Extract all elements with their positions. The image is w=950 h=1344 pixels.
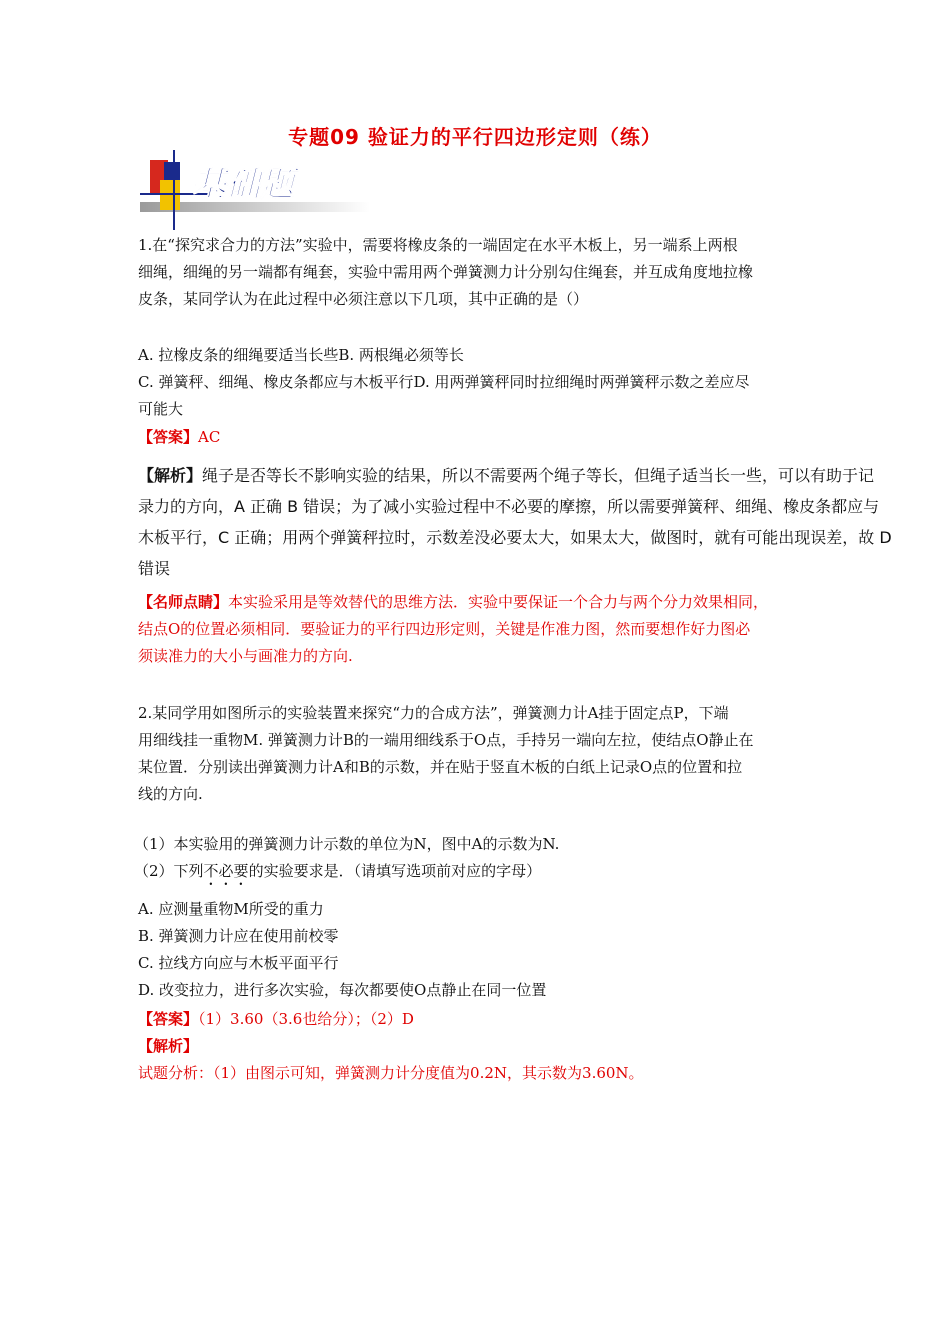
q1-answer bbox=[138, 424, 938, 451]
q2-option: B. 弹簧测力计应在使用前校零 bbox=[138, 927, 339, 945]
analysis-label: 【解析】 bbox=[138, 1037, 199, 1055]
q2-line: 用细线挂一重物M. 弹簧测力计B的一端用细线系于O点，手持另一端向左拉，使结点O静止在 bbox=[138, 731, 754, 749]
answer-value: （1）3.60（3.6也给分）；（2）D bbox=[198, 1010, 414, 1028]
q2-answer bbox=[138, 1006, 938, 1087]
tip-label: 【名师点睛】 bbox=[138, 593, 229, 611]
analysis-text: 木板平行，C 正确；用两个弹簧秤拉时，示数差没必要太大，如果太大，做图时，就有可能出现误差，故 D bbox=[138, 528, 892, 547]
q1-line: 皮条，某同学认为在此过程中必须注意以下几项，其中正确的是（） bbox=[138, 290, 589, 308]
q2-stem bbox=[138, 700, 938, 808]
page-title: 专题09 验证力的平行四边形定则（练） bbox=[288, 125, 662, 149]
tip-text: 须读准力的大小与画准力的方向. bbox=[138, 647, 353, 665]
q2-line: 线的方向. bbox=[138, 785, 203, 803]
q1-option: A. 拉橡皮条的细绳要适当长些B. 两根绳必须等长 bbox=[138, 346, 464, 364]
q2-options bbox=[138, 896, 938, 1004]
tip-text: 本实验采用是等效替代的思维方法．实验中要保证一个合力与两个分力效果相同， bbox=[228, 593, 769, 611]
section-banner bbox=[140, 150, 400, 230]
q1-tip bbox=[138, 589, 938, 670]
q1-analysis bbox=[138, 460, 898, 584]
q2-option: A. 应测量重物M所受的重力 bbox=[138, 900, 324, 918]
tip-text: 结点O的位置必须相同．要验证力的平行四边形定则，关键是作准力图，然而要想作好力图必 bbox=[138, 620, 751, 638]
banner-title: 基础题 bbox=[192, 165, 294, 205]
q2-sub2-post: 的实验要求是．（请填写选项前对应的字母） bbox=[248, 862, 542, 880]
q2-option: D. 改变拉力，进行多次实验，每次都要使O点静止在同一位置 bbox=[138, 981, 547, 999]
q1-option: C. 弹簧秤、细绳、橡皮条都应与木板平行D. 用两弹簧秤同时拉细绳时两弹簧秤示数之差应尽 bbox=[138, 373, 750, 391]
answer-value: AC bbox=[198, 428, 221, 446]
banner-blue-square bbox=[164, 162, 180, 180]
banner-graphic bbox=[140, 150, 400, 230]
q1-options bbox=[138, 342, 938, 423]
q2-line: 某位置．分别读出弹簧测力计A和B的示数，并在贴于竖直木板的白纸上记录O点的位置和拉 bbox=[138, 758, 743, 776]
q2-sub2-pre: （2）下列 bbox=[134, 862, 204, 880]
q2-sub1: （1）本实验用的弹簧测力计示数的单位为N，图中A的示数为N. bbox=[134, 835, 560, 853]
analysis-text: 错误 bbox=[138, 559, 171, 578]
answer-label: 【答案】 bbox=[138, 428, 199, 446]
q2-option: C. 拉线方向应与木板平面平行 bbox=[138, 954, 339, 972]
answer-label: 【答案】 bbox=[138, 1010, 199, 1028]
q2-sub2-emphasis: 不必要 bbox=[203, 862, 249, 880]
q1-stem bbox=[138, 232, 938, 313]
q2-sub2 bbox=[134, 858, 934, 885]
analysis-text: 试题分析：（1）由图示可知，弹簧测力计分度值为0.2N，其示数为3.60N。 bbox=[138, 1064, 644, 1082]
q1-line: 1.在“探究求合力的方法”实验中，需要将橡皮条的一端固定在水平木板上，另一端系上两根 bbox=[138, 236, 738, 254]
analysis-text: 绳子是否等长不影响实验的结果，所以不需要两个绳子等长，但绳子适当长一些，可以有助于记 bbox=[202, 466, 875, 485]
analysis-text: 录力的方向，A 正确 B 错误；为了减小实验过程中不必要的摩擦，所以需要弹簧秤、细绳、橡皮条都应与 bbox=[138, 497, 880, 516]
analysis-label: 【解析】 bbox=[138, 466, 203, 485]
q1-option: 可能大 bbox=[138, 400, 184, 418]
q2-subquestions bbox=[134, 831, 934, 885]
q2-line: 2.某同学用如图所示的实验装置来探究“力的合成方法”，弹簧测力计A挂于固定点P，下端 bbox=[138, 704, 729, 722]
q1-line: 细绳，细绳的另一端都有绳套，实验中需用两个弹簧测力计分别勾住绳套，并互成角度地拉橡 bbox=[138, 263, 754, 281]
